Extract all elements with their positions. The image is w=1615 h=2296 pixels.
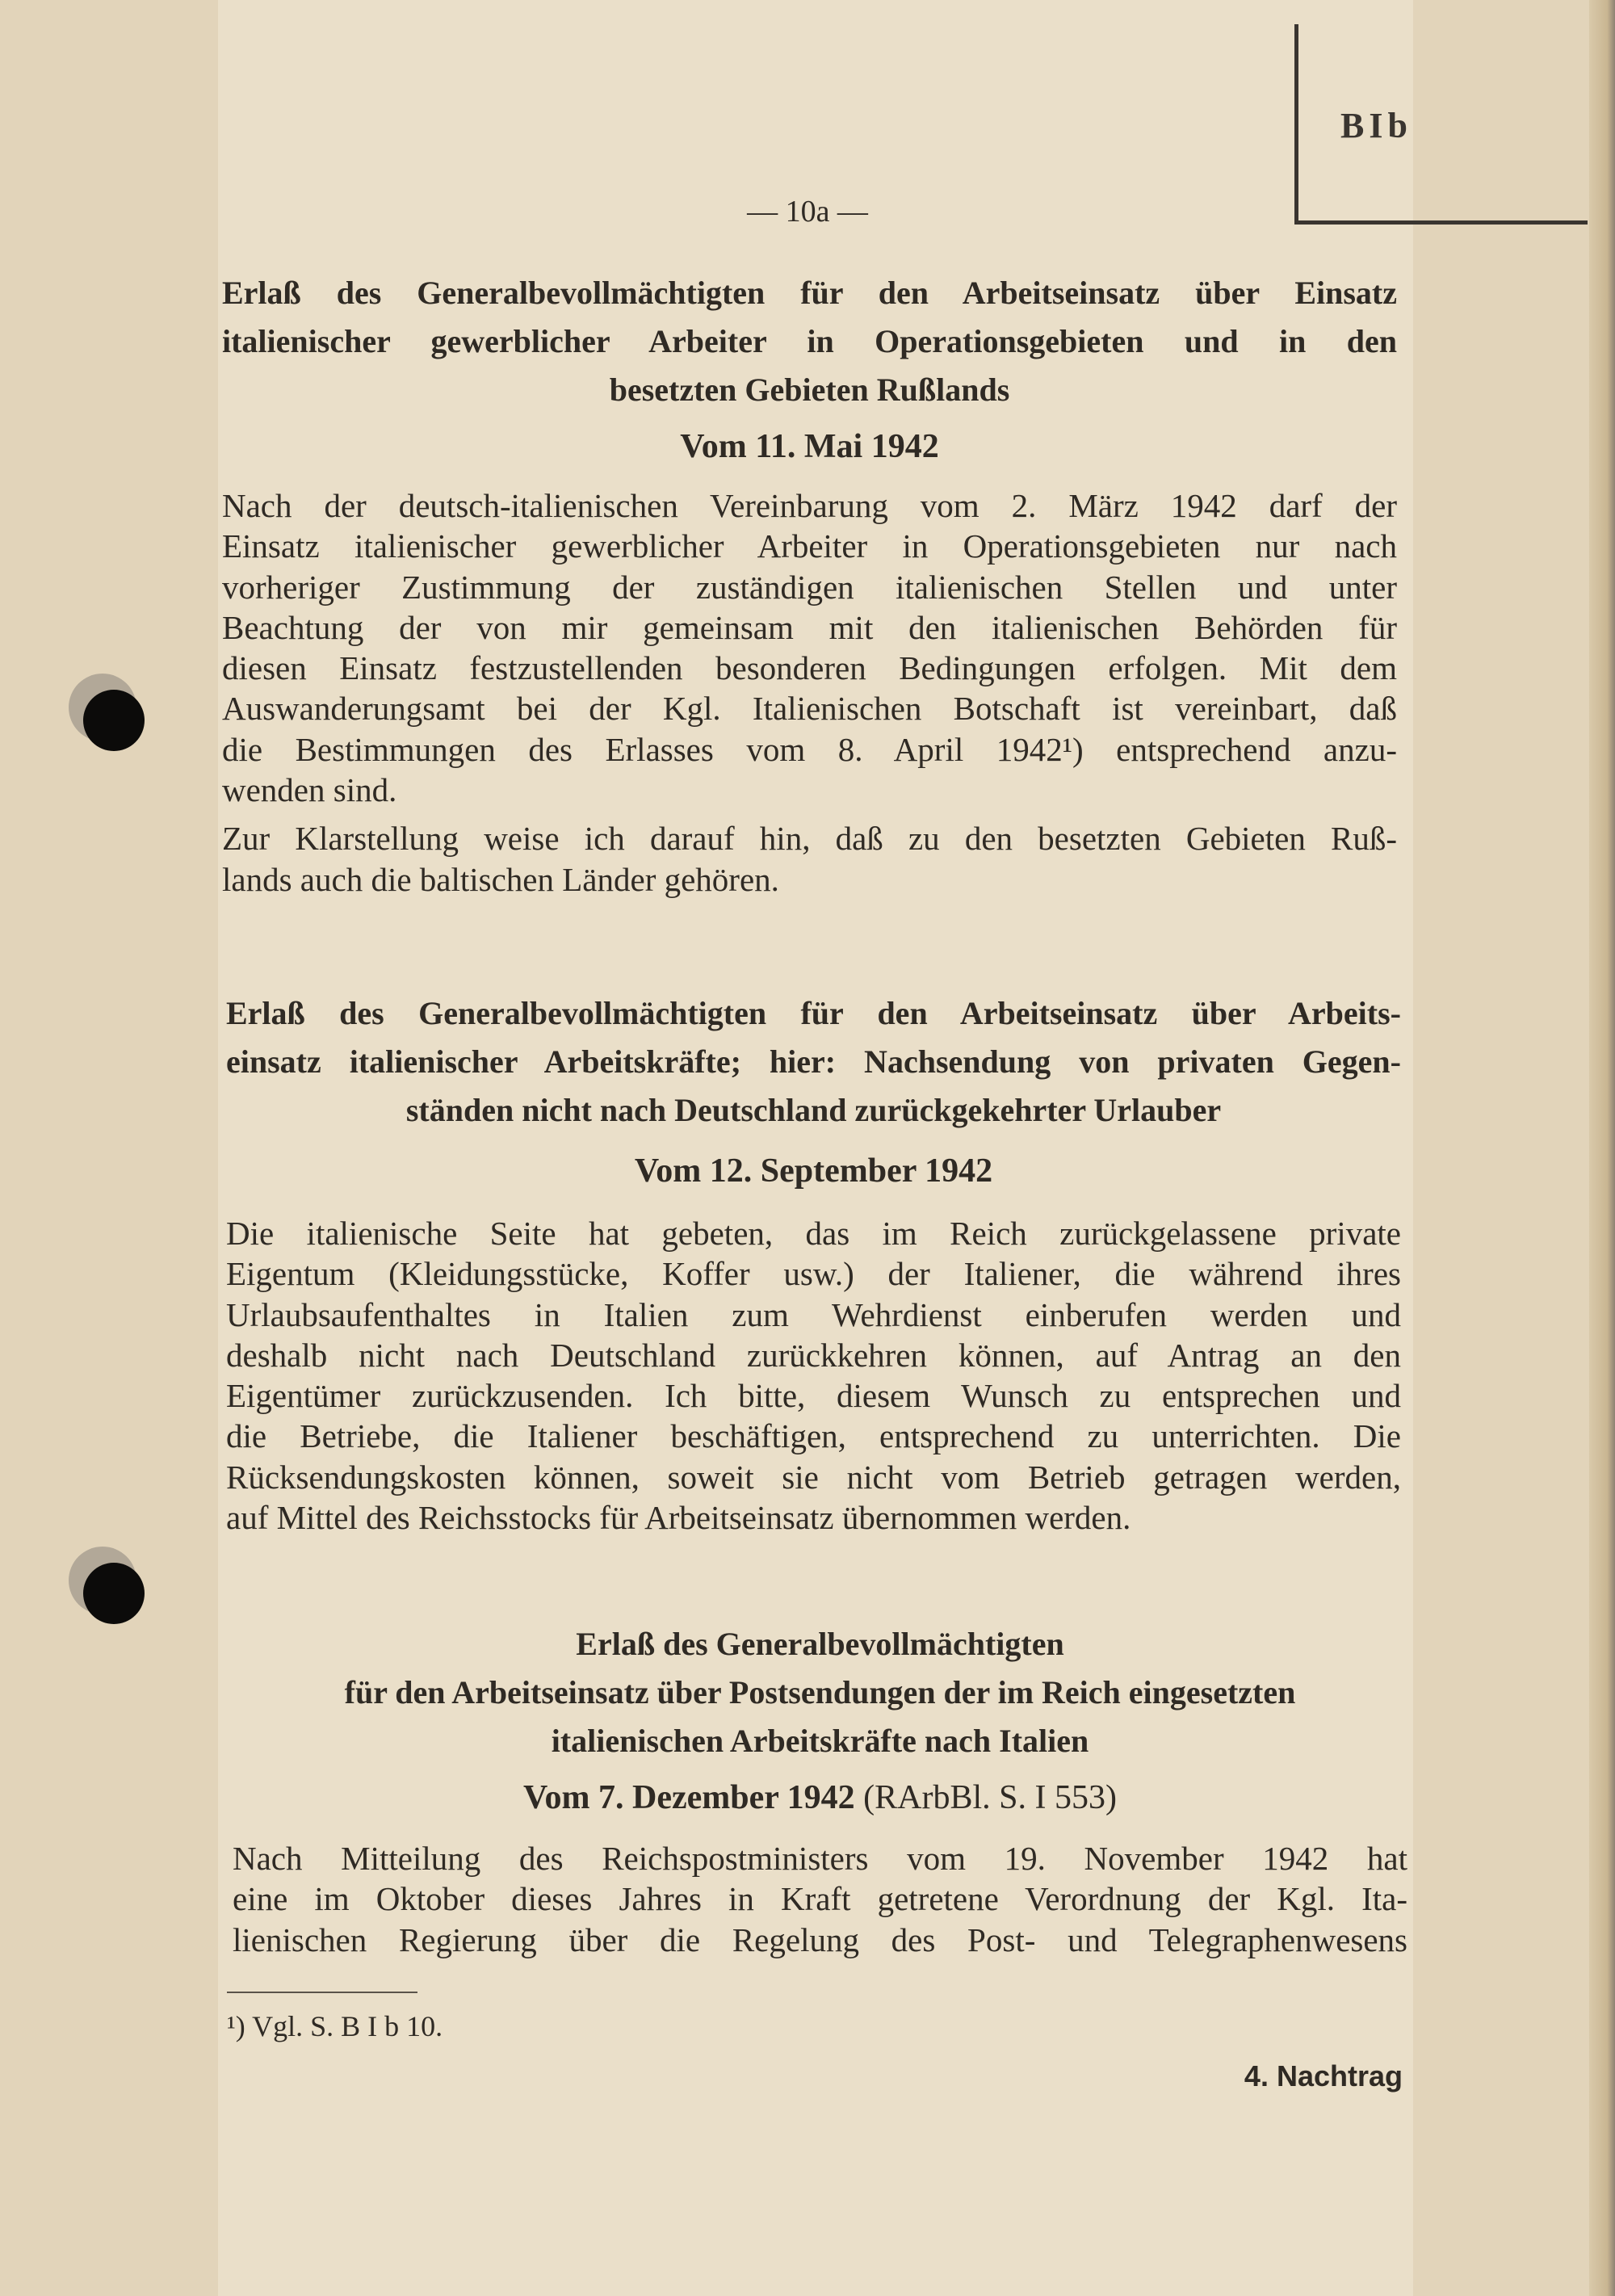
section-title-line: einsatz italienischer Arbeitskräfte; hier: Nachsendung von privaten Gegen- [226,1043,1401,1080]
section-title-line: Erlaß des Generalbevollmächtigten für den Arbeitseinsatz über Arbeits- [226,995,1401,1031]
text-line: diesen Einsatz festzustellenden besonderen Bedingungen erfolgen. Mit dem [222,649,1397,687]
section-date: Vom 11. Mai 1942 [680,428,939,465]
footnote-divider [227,1992,417,1993]
text-line: Nach der deutsch-italienischen Vereinbarung vom 2. März 1942 darf der [222,487,1397,524]
text-line: lienischen Regierung über die Regelung des Post- und Telegraphenwesens [233,1920,1407,1958]
text-line: Auswanderungsamt bei der Kgl. Italienischen Botschaft ist vereinbart, daß [222,690,1397,728]
text-line: Nach Mitteilung des Reichspostministers vom 19. November 1942 hat [233,1840,1407,1877]
section-title-line: italienischer gewerblicher Arbeiter in Operationsgebieten und in den [222,323,1397,359]
text-line: Urlaubsaufenthaltes in Italien zum Wehrdienst einberufen werden und [226,1295,1401,1333]
page-number: — 10a — [747,195,868,229]
text-line: Einsatz italienischer gewerblicher Arbeiter in Operationsgebieten nur nach [222,527,1397,565]
paragraph [222,485,1397,810]
section-3 [233,1620,1407,1960]
section-1 [222,269,1397,900]
section-title-line: für den Arbeitseinsatz über Postsendungen der im Reich eingesetzten [344,1674,1296,1710]
section-title-line: Erlaß des Generalbevollmächtigten [576,1626,1064,1662]
text-line: Zur Klarstellung weise ich darauf hin, daß zu den besetzten Gebieten Ruß- [222,820,1397,858]
supplement-label: 4. Nachtrag [1244,2059,1403,2092]
text-line: lands auch die baltischen Länder gehören. [222,860,779,898]
section-date [233,1773,1407,1822]
section-2 [226,989,1401,1538]
section-date-text: Vom 7. Dezember 1942 [523,1779,855,1816]
punch-hole-icon [83,690,145,751]
section-title-line: besetzten Gebieten Rußlands [609,371,1010,408]
footnote: ¹) Vgl. S. B I b 10. [227,2010,443,2042]
section-title-line: Erlaß des Generalbevollmächtigten für den Arbeitseinsatz über Einsatz [222,275,1397,311]
paragraph [233,1838,1407,1960]
text-line: Rücksendungskosten können, soweit sie nicht vom Betrieb getragen werden, [226,1458,1401,1496]
section-label: BIb [1340,106,1412,145]
text-line: Eigentümer zurückzusenden. Ich bitte, diesem Wunsch zu entsprechen und [226,1377,1401,1415]
text-line: Eigentum (Kleidungsstücke, Koffer usw.) der Italiener, die während ihres [226,1255,1401,1293]
text-line: deshalb nicht nach Deutschland zurückkehren können, auf Antrag an den [226,1336,1401,1374]
section-title-line: italienischen Arbeitskräfte nach Italien [551,1723,1089,1759]
text-line: eine im Oktober dieses Jahres in Kraft getretene Verordnung der Kgl. Ita- [233,1880,1407,1918]
paper-edge [1589,0,1615,2296]
text-line: die Betriebe, die Italiener beschäftigen, entsprechend zu unterrichten. Die [226,1417,1401,1455]
text-line: auf Mittel des Reichsstocks für Arbeitseinsatz übernommen werden. [226,1499,1131,1537]
text-line: Die italienische Seite hat gebeten, das im Reich zurückgelassene private [226,1215,1401,1252]
section-title-line: ständen nicht nach Deutschland zurückgekehrter Urlauber [405,1092,1222,1128]
text-line: die Bestimmungen des Erlasses vom 8. April 1942¹) entsprechend anzu- [222,730,1397,768]
paragraph [226,1213,1401,1538]
section-date: Vom 12. September 1942 [634,1152,993,1190]
text-line: vorheriger Zustimmung der zuständigen italienischen Stellen und unter [222,568,1397,606]
text-line: Beachtung der von mir gemeinsam mit den italienischen Behörden für [222,608,1397,646]
text-line: wenden sind. [222,771,397,809]
punch-hole-icon [83,1563,145,1624]
paragraph [222,818,1397,900]
section-date-reference: (RArbBl. S. I 553) [854,1779,1117,1816]
